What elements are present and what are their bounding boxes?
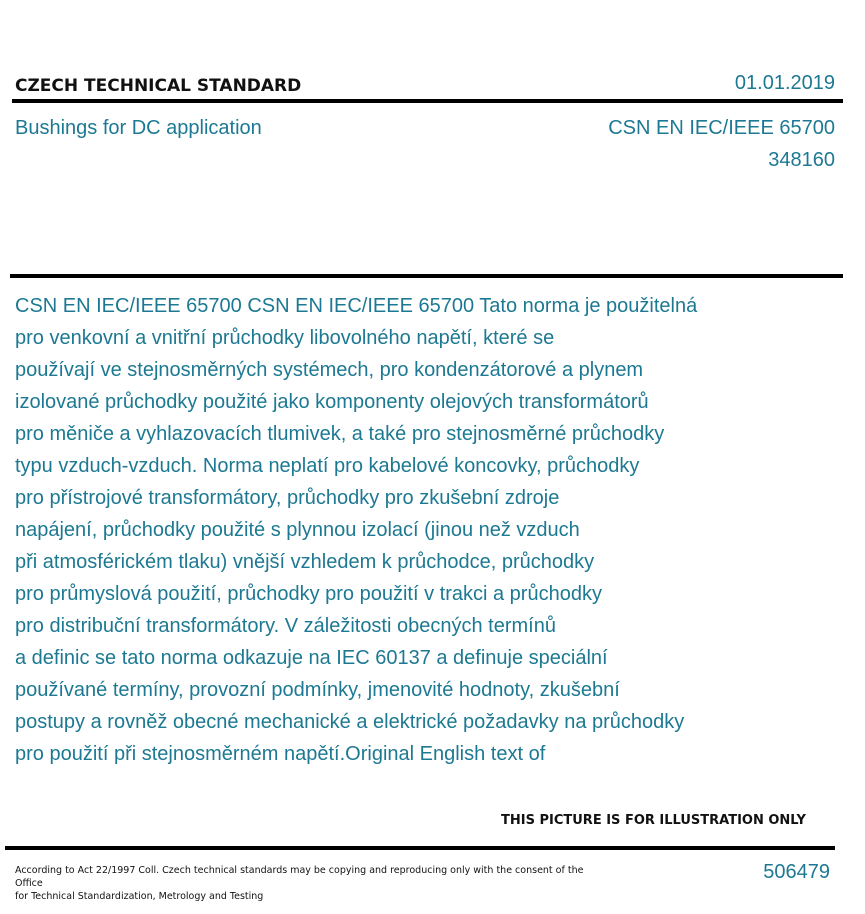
legal-notice bbox=[15, 864, 595, 903]
legal-notice-line: for Technical Standardization, Metrology and Testing bbox=[15, 891, 264, 902]
footer-divider bbox=[5, 846, 835, 850]
document-title: Bushings for DC application bbox=[15, 117, 262, 139]
abstract-line: při atmosférickém tlaku) vnější vzhledem k průchodce, průchodky bbox=[15, 551, 595, 573]
product-id: 506479 bbox=[763, 861, 830, 883]
abstract-line: pro venkovní a vnitřní průchodky libovolného napětí, které se bbox=[15, 327, 555, 349]
abstract-line: pro měniče a vyhlazovacích tlumivek, a také pro stejnosměrné průchodky bbox=[15, 423, 665, 445]
abstract-line: pro průmyslová použití, průchodky pro použití v trakci a průchodky bbox=[15, 583, 602, 605]
classification-code: 348160 bbox=[768, 149, 835, 171]
abstract-text bbox=[15, 290, 815, 770]
abstract-line: CSN EN IEC/IEEE 65700 CSN EN IEC/IEEE 65700 Tato norma je použitelná bbox=[15, 295, 698, 317]
abstract-line: postupy a rovněž obecné mechanické a elektrické požadavky na průchodky bbox=[15, 711, 685, 733]
abstract-line: napájení, průchodky použité s plynnou izolací (jinou než vzduch bbox=[15, 519, 580, 541]
abstract-line: pro použití při stejnosměrném napětí.Original English text of bbox=[15, 743, 546, 765]
document-type-heading: CZECH TECHNICAL STANDARD bbox=[15, 76, 302, 96]
abstract-line: a definic se tato norma odkazuje na IEC 60137 a definuje speciální bbox=[15, 647, 608, 669]
abstract-line: používají ve stejnosměrných systémech, pro kondenzátorové a plynem bbox=[15, 359, 644, 381]
abstract-line: izolované průchodky použité jako komponenty olejových transformátorů bbox=[15, 391, 649, 413]
illustration-notice: THIS PICTURE IS FOR ILLUSTRATION ONLY bbox=[501, 813, 806, 828]
content-divider bbox=[10, 274, 843, 278]
header-divider bbox=[12, 99, 843, 103]
abstract-line: pro distribuční transformátory. V záležitosti obecných termínů bbox=[15, 615, 556, 637]
standard-number: CSN EN IEC/IEEE 65700 bbox=[608, 117, 835, 139]
abstract-line: používané termíny, provozní podmínky, jmenovité hodnoty, zkušební bbox=[15, 679, 620, 701]
abstract-line: typu vzduch-vzduch. Norma neplatí pro kabelové koncovky, průchodky bbox=[15, 455, 640, 477]
legal-notice-line: According to Act 22/1997 Coll. Czech technical standards may be copying and reproducing only with the consent of the Office bbox=[15, 865, 584, 889]
publication-date: 01.01.2019 bbox=[734, 72, 835, 94]
abstract-line: pro přístrojové transformátory, průchodky pro zkušební zdroje bbox=[15, 487, 560, 509]
